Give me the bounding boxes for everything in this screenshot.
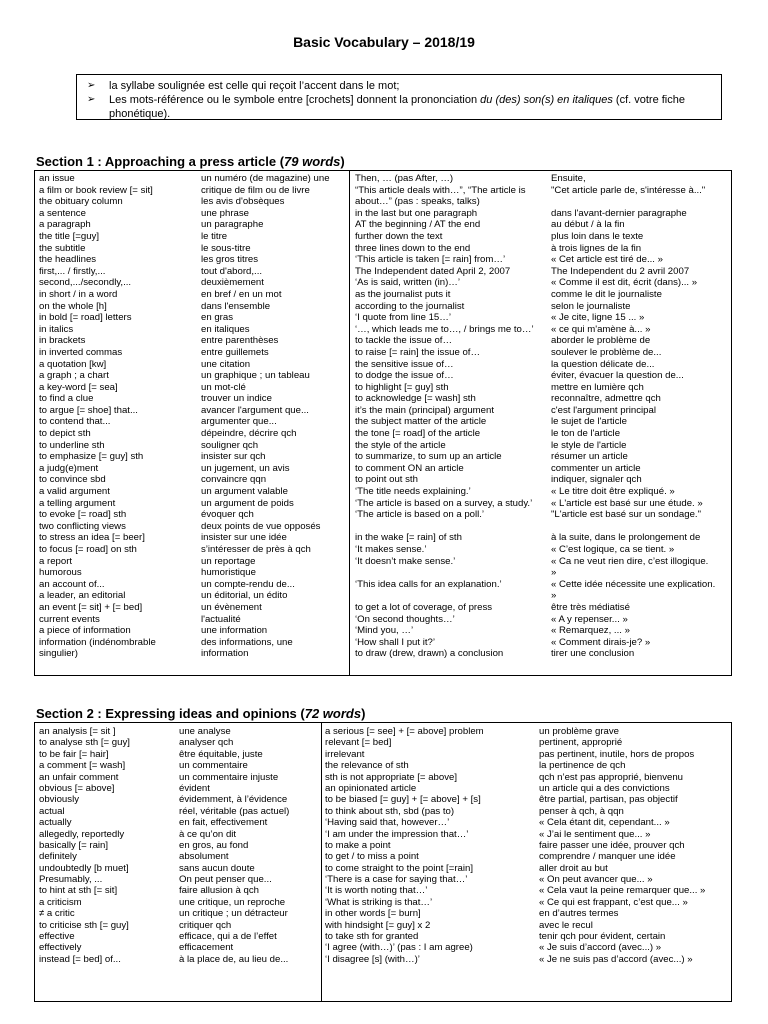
- vocab-entry: dans l'avant-dernier paragraphe: [551, 207, 687, 219]
- vocab-entry: « L'article est basé sur une étude. »: [551, 497, 703, 509]
- vocab-entry: l'actualité: [201, 613, 241, 625]
- vocab-entry: un éditorial, un édito: [201, 590, 288, 602]
- vocab-entry: « C’est logique, ca se tient. »: [551, 544, 675, 555]
- vocab-entry: évidemment, à l’évidence: [179, 794, 288, 806]
- section1-col-english: [39, 173, 199, 660]
- vocab-entry: about…” (pas : speaks, talks): [355, 196, 480, 208]
- vocab-entry: three lines down to the end: [355, 242, 471, 254]
- vocab-entry: a key-word [= sea]: [39, 381, 118, 393]
- vocab-entry: The Independent dated April 2, 2007: [355, 265, 511, 277]
- vocab-entry: « Comment dirais-je? »: [551, 636, 651, 648]
- vocab-entry: to emphasize [= guy] sth: [39, 451, 144, 463]
- vocab-entry: un reportage: [201, 555, 256, 567]
- vocab-entry: a piece of information: [39, 625, 131, 637]
- note-text: la syllabe soulignée est celle qui reçoit l’accent dans le mot;: [109, 80, 400, 92]
- vocab-entry: « ce qui m'amène à... »: [551, 323, 651, 335]
- vocab-entry: évoquer qch: [201, 509, 254, 521]
- vocab-entry: to focus [= road] on sth: [39, 544, 137, 555]
- vocab-entry: « Remarquez, ... »: [551, 625, 630, 637]
- vocab-entry: en bref / en un mot: [201, 288, 282, 300]
- vocab-entry: « Je cite, ligne 15 ... »: [551, 312, 645, 324]
- vocab-entry: a sentence: [39, 207, 86, 219]
- vocab-entry: an analysis [= sit ]: [39, 726, 116, 737]
- vocab-entry: with hindsight [= guy] x 2: [325, 919, 431, 931]
- vocab-entry: à la place de, au lieu de...: [179, 953, 289, 965]
- vocab-entry: undoubtedly [b muet]: [39, 862, 129, 874]
- vocab-entry: un argument valable: [201, 486, 288, 498]
- vocab-entry: a report: [39, 555, 73, 567]
- vocab-entry: actually: [39, 817, 72, 829]
- vocab-entry: un problème grave: [539, 726, 619, 737]
- vocab-entry: au début / à la fin: [551, 219, 625, 231]
- vocab-entry: to be fair [= hair]: [39, 748, 109, 760]
- section2-title-text: Section 2 : Expressing ideas and opinions (: [36, 706, 305, 721]
- vocab-entry: argumenter que...: [201, 416, 277, 428]
- vocab-entry: « Cela étant dit, cependant... »: [539, 817, 670, 829]
- vocab-entry: « Je ne suis pas d’accord (avec...) »: [539, 953, 693, 965]
- note-text: Les mots-référence ou le symbole entre [crochets] donnent la prononciation: [109, 94, 481, 106]
- vocab-entry: les avis d'obsèques: [201, 196, 285, 208]
- vocab-entry: insister sur une idée: [201, 532, 287, 544]
- vocab-entry: instead [= bed] of...: [39, 953, 121, 965]
- vocab-entry: dépeindre, décrire qch: [201, 428, 297, 440]
- vocab-entry: comme le dit le journaliste: [551, 288, 662, 300]
- vocab-entry: the title [=guy]: [39, 230, 99, 242]
- vocab-entry: to draw (drew, drawn) a conclusion: [355, 648, 504, 660]
- vocab-entry: allegedly, reportedly: [39, 828, 125, 840]
- vocab-entry: On peut penser que...: [179, 874, 272, 886]
- vocab-entry: en gros, au fond: [179, 839, 249, 851]
- vocab-entry: a telling argument: [39, 497, 116, 509]
- vocab-entry: tenir qch pour évident, certain: [539, 931, 666, 943]
- vocab-entry: to get / to miss a point: [325, 851, 419, 863]
- vocab-entry: dans l'ensemble: [201, 300, 271, 312]
- vocab-entry: an opinionated article: [325, 782, 417, 794]
- vocab-entry: [355, 590, 549, 602]
- vocab-entry: pertinent, approprié: [539, 737, 623, 749]
- vocab-entry: « Le titre doit être expliqué. »: [551, 486, 675, 498]
- vocab-entry: aller droit au but: [539, 862, 608, 874]
- section1-title: [36, 154, 345, 169]
- vocab-entry: to contend that...: [39, 416, 111, 428]
- vocab-entry: le sujet de l'article: [551, 416, 627, 428]
- vocab-entry: obvious [= above]: [39, 782, 115, 794]
- vocab-entry: « A y repenser... »: [551, 613, 628, 625]
- vocab-entry: « Ce qui est frappant, c’est que... »: [539, 896, 688, 908]
- note-item: [87, 93, 715, 121]
- vocab-entry: « Cela vaut la peine remarquer que... »: [539, 885, 706, 897]
- vocab-entry: a valid argument: [39, 486, 110, 498]
- vocab-entry: un commentaire injuste: [179, 771, 279, 783]
- vocab-entry: « Cette idée nécessite une explication.: [551, 578, 716, 590]
- vocab-entry: in other words [= burn]: [325, 908, 421, 920]
- vocab-entry: in inverted commas: [39, 346, 123, 358]
- vocab-entry: un graphique ; un tableau: [201, 370, 310, 382]
- vocab-entry: relevant [= bed]: [325, 737, 392, 749]
- vocab-entry: it’s the main (principal) argument: [355, 404, 494, 416]
- vocab-entry: Then, … (pas After, …): [355, 173, 454, 184]
- vocab-entry: ‘The article is based on a survey, a study.’: [355, 497, 533, 509]
- vocab-entry: soulever le problème de...: [551, 346, 662, 358]
- vocab-entry: absolument: [179, 851, 229, 863]
- vocab-entry: des informations, une: [201, 636, 293, 648]
- vocab-entry: être très médiatisé: [551, 601, 630, 613]
- vocab-entry: current events: [39, 613, 100, 625]
- vocab-entry: un argument de poids: [201, 497, 294, 509]
- vocab-entry: to get a lot of coverage, of press: [355, 601, 493, 613]
- vocab-entry: ‘This article is taken [= rain] from…’: [355, 254, 506, 266]
- vocab-entry: avec le recul: [539, 919, 593, 931]
- vocab-entry: to criticise sth [= guy]: [39, 919, 129, 931]
- vocab-entry: a graph ; a chart: [39, 370, 109, 382]
- vocab-entry: ‘The title needs explaining.’: [355, 486, 471, 498]
- vocab-entry: to depict sth: [39, 428, 91, 440]
- note-item: [87, 79, 715, 93]
- vocab-entry: en italiques: [201, 323, 250, 335]
- vocab-entry: »: [551, 590, 557, 602]
- vocab-entry: ‘Mind you, …’: [355, 625, 414, 637]
- vocab-entry: une phrase: [201, 207, 250, 219]
- section1-title-text: Section 1 : Approaching a press article (: [36, 154, 285, 169]
- vocab-entry: second,.../secondly,...: [39, 277, 132, 289]
- section2-col-french: [179, 726, 319, 965]
- vocab-entry: humorous: [39, 567, 82, 579]
- vocab-entry: une citation: [201, 358, 251, 370]
- vocab-entry: efficacement: [179, 942, 234, 954]
- vocab-entry: ‘It is worth noting that…’: [325, 885, 428, 897]
- vocab-entry: deuxièmement: [201, 277, 264, 289]
- vocab-entry: la pertinence de qch: [539, 760, 626, 772]
- vocab-entry: s’intéresser de près à qch: [201, 544, 311, 555]
- column-divider: [349, 171, 350, 675]
- vocab-entry: le titre: [201, 230, 228, 242]
- notes-box: [76, 74, 722, 120]
- section1-title-end: ): [340, 154, 345, 169]
- vocab-entry: ‘This idea calls for an explanation.’: [355, 578, 502, 590]
- vocab-entry: in the wake [= rain] of sth: [355, 532, 462, 544]
- vocab-entry: an account of...: [39, 578, 105, 590]
- vocab-entry: un commentaire: [179, 760, 248, 772]
- vocab-entry: efficace, qui a de l’effet: [179, 931, 277, 943]
- vocab-entry: le sous-titre: [201, 242, 251, 254]
- vocab-entry: the relevance of sth: [325, 760, 409, 772]
- vocab-entry: a leader, an editorial: [39, 590, 126, 602]
- vocab-entry: the headlines: [39, 254, 97, 266]
- vocab-entry: [355, 567, 549, 579]
- vocab-entry: The Independent du 2 avril 2007: [551, 265, 690, 277]
- vocab-entry: penser à qch, à qqn: [539, 805, 624, 817]
- vocab-entry: tirer une conclusion: [551, 648, 635, 660]
- vocab-entry: « Je suis d’accord (avec...) »: [539, 942, 662, 954]
- vocab-entry: avancer l'argument que...: [201, 404, 309, 416]
- vocab-entry: the style of the article: [355, 439, 446, 451]
- section1-col-french-2: [551, 173, 731, 660]
- vocab-entry: the sensitive issue of…: [355, 358, 454, 370]
- vocab-entry: to take sth for granted: [325, 931, 419, 943]
- vocab-entry: « Ca ne veut rien dire, c’est illogique.: [551, 555, 709, 567]
- vocab-entry: le ton de l'article: [551, 428, 621, 440]
- section1-word-count: 79 words: [284, 154, 341, 169]
- vocab-entry: ‘What is striking is that…’: [325, 896, 433, 908]
- vocab-entry: ‘It doesn’t make sense.’: [355, 555, 456, 567]
- vocab-entry: un jugement, un avis: [201, 462, 290, 474]
- vocab-entry: deux points de vue opposés: [201, 520, 321, 532]
- section2-title-end: ): [361, 706, 366, 721]
- vocab-entry: plus loin dans le texte: [551, 230, 644, 242]
- vocab-entry: ‘I agree (with…)’ (pas : I am agree): [325, 942, 473, 954]
- vocab-entry: aborder le problème de: [551, 335, 651, 347]
- vocab-entry: « Cet article est tiré de... »: [551, 254, 663, 266]
- vocab-entry: entre parenthèses: [201, 335, 279, 347]
- vocab-entry: éviter, évacuer la question de...: [551, 370, 684, 382]
- vocab-entry: information (indénombrable: [39, 636, 156, 648]
- vocab-entry: according to the journalist: [355, 300, 465, 312]
- vocab-entry: mettre en lumière qch: [551, 381, 644, 393]
- vocab-entry: an issue: [39, 173, 75, 184]
- vocab-entry: en fait, effectivement: [179, 817, 268, 829]
- vocab-entry: humoristique: [201, 567, 256, 579]
- vocab-entry: an unfair comment: [39, 771, 119, 783]
- vocab-entry: to think about sth, sbd (pas to): [325, 805, 455, 817]
- vocab-entry: an event [= sit] + [= bed]: [39, 601, 143, 613]
- vocab-entry: les gros titres: [201, 254, 259, 266]
- vocab-entry: « J’ai le sentiment que... »: [539, 828, 651, 840]
- vocab-entry: the subtitle: [39, 242, 86, 254]
- vocab-entry: entre guillemets: [201, 346, 269, 358]
- section2-col-english: [39, 726, 175, 965]
- vocab-entry: ‘Having said that, however…’: [325, 817, 450, 829]
- vocab-entry: à ce qu’on dit: [179, 828, 237, 840]
- vocab-entry: à trois lignes de la fin: [551, 242, 642, 254]
- vocab-entry: c'est l'argument principal: [551, 404, 656, 416]
- vocab-entry: in italics: [39, 323, 74, 335]
- vocab-entry: critiquer qch: [179, 919, 232, 931]
- vocab-entry: une critique, un reproche: [179, 896, 286, 908]
- vocab-entry: to stress an idea [= beer]: [39, 532, 145, 544]
- vocab-entry: a film or book review [= sit]: [39, 184, 153, 196]
- vocab-entry: to raise [= rain] the issue of…: [355, 346, 481, 358]
- vocab-entry: souligner qch: [201, 439, 259, 451]
- vocab-entry: “This article deals with…”, “The article is: [355, 184, 526, 196]
- vocab-entry: pas pertinent, inutile, hors de propos: [539, 748, 695, 760]
- section2-table: [34, 722, 732, 1002]
- vocab-entry: insister sur qch: [201, 451, 266, 463]
- vocab-entry: to analyse sth [= guy]: [39, 737, 130, 749]
- vocab-entry: reconnaître, admettre qch: [551, 393, 661, 405]
- vocab-entry: to evoke [= road] sth: [39, 509, 127, 521]
- vocab-entry: être équitable, juste: [179, 748, 263, 760]
- vocab-entry: definitely: [39, 851, 77, 863]
- vocab-entry: to point out sth: [355, 474, 418, 486]
- vocab-entry: convaincre qqn: [201, 474, 267, 486]
- vocab-entry: résumer un article: [551, 451, 628, 463]
- vocab-entry: to make a point: [325, 839, 391, 851]
- vocab-entry: two conflicting views: [39, 520, 126, 532]
- vocab-entry: to find a clue: [39, 393, 94, 405]
- vocab-entry: en d’autres termes: [539, 908, 619, 920]
- vocab-entry: a judg(e)ment: [39, 462, 99, 474]
- vocab-entry: une information: [201, 625, 268, 637]
- vocab-entry: effectively: [39, 942, 82, 954]
- vocab-entry: actual: [39, 805, 65, 817]
- vocab-entry: un compte-rendu de...: [201, 578, 295, 590]
- vocab-entry: qch n’est pas approprié, bienvenu: [539, 771, 684, 783]
- vocab-entry: tout d'abord,...: [201, 265, 263, 277]
- note-text: (cf. votre fiche phonétique).: [109, 94, 685, 120]
- vocab-entry: trouver un indice: [201, 393, 272, 405]
- note-text-italic: du (des) son(s) en italiques: [480, 94, 613, 106]
- vocab-entry: ≠ a critic: [39, 908, 75, 920]
- vocab-entry: indiquer, signaler qch: [551, 474, 642, 486]
- vocab-entry: to summarize, to sum up an article: [355, 451, 502, 463]
- section2-title: [36, 706, 365, 721]
- vocab-entry: un mot-clé: [201, 381, 246, 393]
- vocab-entry: to underline sth: [39, 439, 105, 451]
- vocab-entry: to acknowledge [= wash] sth: [355, 393, 476, 405]
- vocab-entry: effective: [39, 931, 75, 943]
- vocab-entry: "L'article est basé sur un sondage.": [551, 509, 701, 521]
- vocab-entry: [551, 521, 731, 533]
- vocab-entry: the tone [= road] of the article: [355, 428, 481, 440]
- section1-col-french: [201, 173, 347, 660]
- vocab-entry: in bold [= road] letters: [39, 312, 132, 324]
- vocab-entry: un numéro (de magazine) une: [201, 173, 330, 184]
- vocab-entry: singulier): [39, 648, 78, 660]
- vocab-entry: information: [201, 648, 249, 660]
- vocab-entry: ‘I disagree [s] (with…)’: [325, 953, 420, 965]
- section2-col-french-2: [539, 726, 731, 965]
- vocab-entry: le style de l'article: [551, 439, 627, 451]
- vocab-entry: la question délicate de...: [551, 358, 655, 370]
- vocab-entry: the obituary column: [39, 196, 123, 208]
- vocab-entry: faire passer une idée, prouver qch: [539, 839, 685, 851]
- section1-col-english-2: [355, 173, 549, 660]
- vocab-entry: ‘…, which leads me to…, / brings me to…’: [355, 323, 534, 335]
- vocab-entry: ‘There is a case for saying that…’: [325, 874, 468, 886]
- vocab-entry: to be biased [= guy] + [= above] + [s]: [325, 794, 481, 806]
- vocab-entry: to comment ON an article: [355, 462, 464, 474]
- vocab-entry: à la suite, dans le prolongement de: [551, 532, 701, 544]
- column-divider: [321, 723, 322, 1001]
- vocab-entry: ‘On second thoughts…’: [355, 613, 455, 625]
- vocab-entry: AT the beginning / AT the end: [355, 219, 481, 231]
- vocab-entry: commenter un article: [551, 462, 641, 474]
- vocab-entry: un paragraphe: [201, 219, 264, 231]
- vocab-entry: Presumably, ...: [39, 874, 103, 886]
- vocab-entry: critique de film ou de livre: [201, 184, 310, 196]
- vocab-entry: first,... / firstly,...: [39, 265, 106, 277]
- vocab-entry: in the last but one paragraph: [355, 207, 478, 219]
- vocab-entry: the subject matter of the article: [355, 416, 487, 428]
- vocab-entry: être partial, partisan, pas objectif: [539, 794, 678, 806]
- vocab-entry: sth is not appropriate [= above]: [325, 771, 457, 783]
- vocab-entry: to tackle the issue of…: [355, 335, 453, 347]
- vocab-entry: un article qui a des convictions: [539, 782, 670, 794]
- vocab-entry: as the journalist puts it: [355, 288, 451, 300]
- vocab-entry: "Cet article parle de, s'intéresse à...": [551, 184, 706, 196]
- vocab-entry: further down the text: [355, 230, 443, 242]
- vocab-entry: »: [551, 567, 557, 579]
- arrow-bullet-icon: ➢: [87, 80, 96, 91]
- vocab-entry: ‘The article is based on a poll.’: [355, 509, 485, 521]
- vocab-entry: a paragraph: [39, 219, 91, 231]
- vocab-entry: to argue [= shoe] that...: [39, 404, 138, 416]
- vocab-entry: in short / in a word: [39, 288, 118, 300]
- section1-table: [34, 170, 732, 676]
- vocab-entry: a comment [= wash]: [39, 760, 126, 772]
- vocab-entry: ‘How shall I put it?’: [355, 636, 435, 648]
- vocab-entry: analyser qch: [179, 737, 234, 749]
- vocab-entry: to come straight to the point [=rain]: [325, 862, 473, 874]
- vocab-entry: Ensuite,: [551, 173, 586, 184]
- arrow-bullet-icon: ➢: [87, 94, 96, 105]
- vocab-entry: une analyse: [179, 726, 231, 737]
- vocab-entry: ‘I quote from line 15…’: [355, 312, 451, 324]
- vocab-entry: obviously: [39, 794, 79, 806]
- section2-word-count: 72 words: [304, 706, 362, 721]
- vocab-entry: évident: [179, 782, 210, 794]
- section2-col-english-2: [325, 726, 537, 965]
- vocab-entry: irrelevant: [325, 748, 365, 760]
- vocab-entry: réel, véritable (pas actuel): [179, 805, 290, 817]
- vocab-entry: a criticism: [39, 896, 82, 908]
- vocab-entry: in brackets: [39, 335, 86, 347]
- vocab-entry: basically [= rain]: [39, 839, 109, 851]
- vocab-entry: « On peut avancer que... »: [539, 874, 653, 886]
- vocab-entry: un évènement: [201, 601, 262, 613]
- vocab-entry: to dodge the issue of…: [355, 370, 454, 382]
- vocab-entry: a serious [= see] + [= above] problem: [325, 726, 484, 737]
- vocab-entry: un critique ; un détracteur: [179, 908, 288, 920]
- vocab-entry: on the whole [h]: [39, 300, 107, 312]
- vocab-entry: sans aucun doute: [179, 862, 255, 874]
- vocab-entry: ‘I am under the impression that…’: [325, 828, 469, 840]
- vocab-entry: to convince sbd: [39, 474, 106, 486]
- vocab-entry: en gras: [201, 312, 233, 324]
- vocab-entry: to hint at sth [= sit]: [39, 885, 118, 897]
- vocab-entry: ‘It makes sense.’: [355, 544, 427, 555]
- vocab-entry: selon le journaliste: [551, 300, 631, 312]
- vocab-entry: to highlight [= guy] sth: [355, 381, 449, 393]
- vocab-entry: comprendre / manquer une idée: [539, 851, 676, 863]
- vocab-entry: faire allusion à qch: [179, 885, 259, 897]
- document-title: Basic Vocabulary – 2018/19: [293, 34, 475, 50]
- vocab-entry: [355, 521, 549, 533]
- vocab-entry: a quotation [kw]: [39, 358, 107, 370]
- vocab-entry: « Comme il est dit, écrit (dans)... »: [551, 277, 698, 289]
- vocab-entry: [551, 196, 731, 208]
- vocab-entry: ‘As is said, written (in)…’: [355, 277, 461, 289]
